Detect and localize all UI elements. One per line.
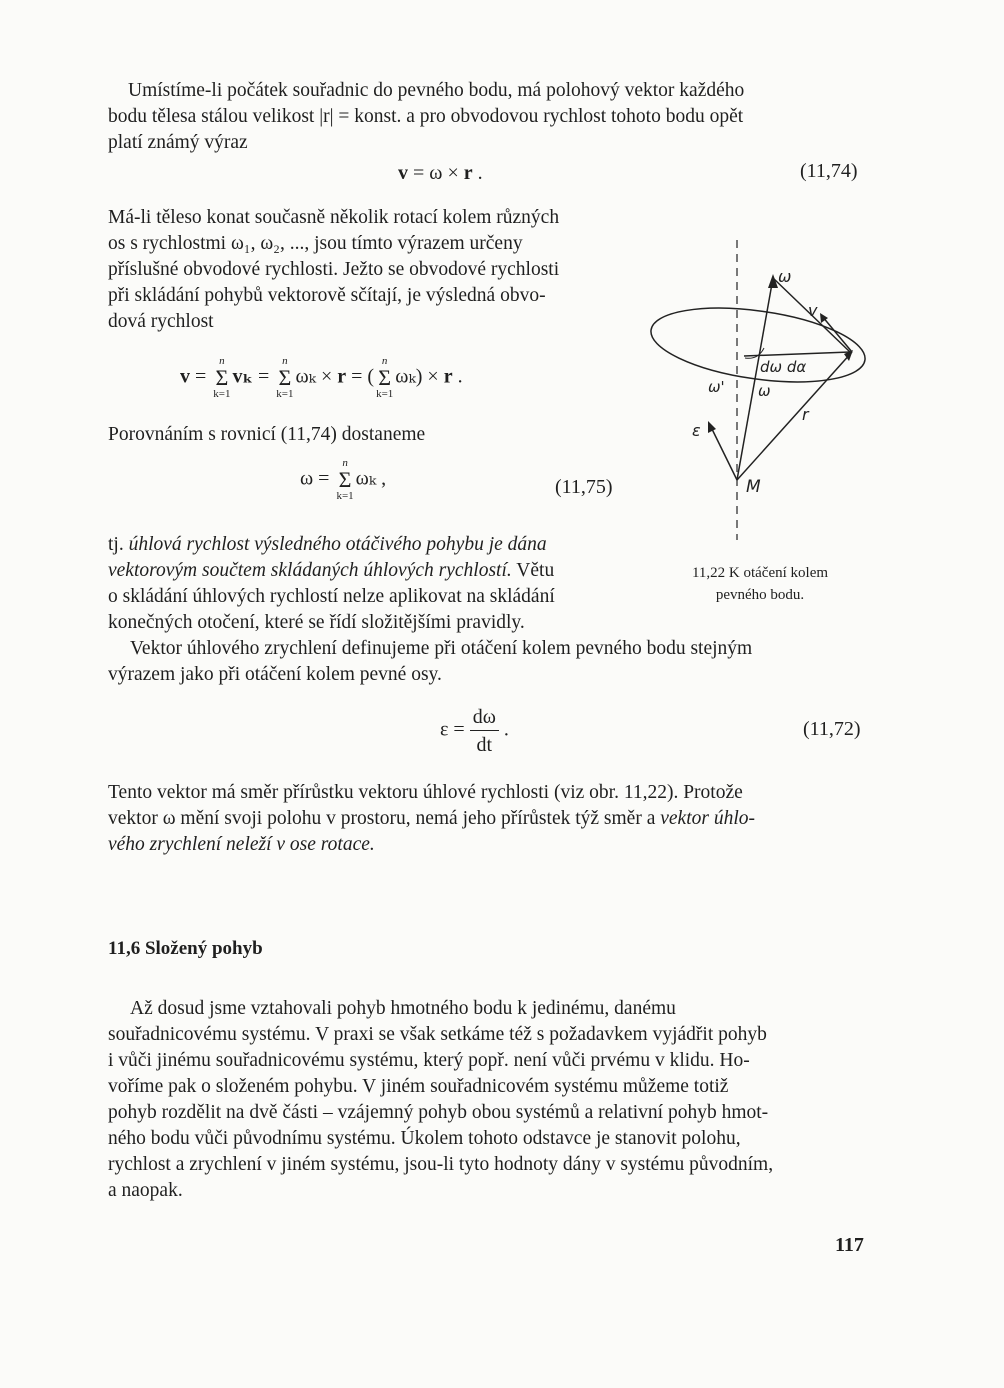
paragraph-compare: Porovnáním s rovnicí (11,74) dostaneme <box>108 424 426 445</box>
eq-wk: ωₖ <box>295 365 316 388</box>
text-line: voříme pak o složeném pohybu. V jiném souřadnicovém systému můžeme totiž <box>108 1076 729 1097</box>
sum-symbol: n Σ k=1 <box>376 355 394 400</box>
text-line: i vůči jinému souřadnicovému systému, který popř. není vůči prvému v klidu. Ho- <box>108 1050 750 1071</box>
text-line: Má-li těleso konat současně několik rotací kolem různých <box>108 207 560 228</box>
sum-symbol: n Σ k=1 <box>213 355 231 400</box>
eq-end: . <box>457 365 463 388</box>
eq-equals: = <box>195 365 207 388</box>
section-heading: 11,6 Složený pohyb <box>108 938 263 959</box>
equation-11-74 <box>398 162 483 185</box>
eq-equals: = <box>351 365 363 388</box>
paragraph-angular-acceleration <box>108 636 866 688</box>
eq-end: . <box>503 718 509 741</box>
paren-close: ) <box>415 365 423 388</box>
eq-lhs: ω = <box>300 467 330 490</box>
text-italic: úhlová rychlost výsledného otáčivého pohybu je dána <box>128 534 547 555</box>
label-omega: ω <box>778 267 792 286</box>
page-number: 117 <box>835 1234 864 1256</box>
text-line: platí známý výraz <box>108 132 248 153</box>
label-epsilon: ε <box>692 421 701 440</box>
eq-r: r <box>337 365 347 388</box>
paragraph-composite-motion <box>108 996 866 1204</box>
epsilon-arrowhead <box>708 421 716 433</box>
text-line: při skládání pohybů vektorově sčítají, je výsledná obvo- <box>108 285 546 306</box>
eq-r: r <box>463 162 473 184</box>
eq-v: v <box>180 365 190 388</box>
eq-end: . <box>477 162 483 184</box>
caption-line: 11,22 K otáčení kolem <box>691 565 829 581</box>
eq-equals: = <box>257 365 270 388</box>
text-plain: tj. <box>108 534 124 555</box>
text-line: konečných otočení, které se řídí složitějšími pravidly. <box>108 612 525 633</box>
paragraph-rotations <box>108 205 620 335</box>
paragraph-vector-direction <box>108 780 866 858</box>
figure-caption <box>660 562 860 606</box>
angle-arc <box>745 348 764 358</box>
text-line: vektor ω mění svoji polohu v prostoru, nemá jeho přírůstek týž směr a vektor úhlo- <box>108 808 755 829</box>
equation-velocity-sum <box>180 356 463 400</box>
epsilon-vector <box>710 425 737 480</box>
text-line: Umístíme-li počátek souřadnic do pevného bodu, má polohový vektor každého <box>128 80 745 101</box>
paragraph-theorem <box>108 532 620 636</box>
label-domega: dω dα <box>760 358 807 376</box>
paren-open: ( <box>367 365 375 388</box>
text-italic: vektorovým součtem skládaných úhlových rychlostí. <box>108 560 512 581</box>
equation-number-11-75: (11,75) <box>555 476 613 498</box>
eq-wk: ωₖ <box>395 365 416 388</box>
eq-vk: vₖ <box>232 365 253 388</box>
eq-v: v <box>398 162 408 184</box>
text-line: Až dosud jsme vztahovali pohyb hmotného bodu k jedinému, danému <box>130 998 676 1019</box>
text-line: dová rychlost <box>108 311 214 332</box>
text-line: os s rychlostmi ω₁, ω₂, ..., jsou tímto výrazem určeny <box>108 233 523 254</box>
eq-mid: = ω × <box>413 162 464 184</box>
text-plain: Větu <box>516 560 555 581</box>
sum-symbol: n Σ k=1 <box>276 355 294 400</box>
eq-wk: ωₖ , <box>355 467 387 490</box>
text-line: souřadnicovému systému. V praxi se však setkáme též s požadavkem vyjádřit pohyb <box>108 1024 767 1045</box>
text-line: Vektor úhlového zrychlení definujeme při otáčení kolem pevného bodu stejným <box>130 638 753 659</box>
eq-r: r <box>443 365 453 388</box>
paragraph-intro <box>108 78 866 156</box>
text-line: příslušné obvodové rychlosti. Ježto se obvodové rychlosti <box>108 259 560 280</box>
equation-11-75 <box>300 458 386 502</box>
text-line <box>108 532 620 558</box>
figure-rotation-diagram <box>640 230 880 550</box>
velocity-vector <box>822 316 852 352</box>
sum-symbol: n Σ k=1 <box>336 457 354 502</box>
text-line: a naopak. <box>108 1180 183 1201</box>
label-M: M <box>746 477 761 497</box>
label-v: v <box>808 301 818 320</box>
equation-11-72 <box>440 706 509 756</box>
label-omega-small: ω <box>758 382 771 400</box>
equation-number-11-72: (11,72) <box>803 718 861 740</box>
text-line: o skládání úhlových rychlostí nelze aplikovat na skládání <box>108 586 555 607</box>
eq-times: × <box>427 365 439 388</box>
text-line: výrazem jako při otáčení kolem pevné osy. <box>108 664 442 685</box>
equation-number-11-74: (11,74) <box>800 160 858 182</box>
eq-times: × <box>320 365 333 388</box>
eq-lhs: ε = <box>440 718 465 741</box>
fraction: $\frac{d\omega}{dt}$ <box>470 706 499 756</box>
text-line: rychlost a zrychlení v jiném systému, jsou-li tyto hodnoty dány v systému původním, <box>108 1154 774 1175</box>
text-line: vého zrychlení neleží v ose rotace. <box>108 834 375 855</box>
text-line: pohyb rozdělit na dvě části – vzájemný pohyb obou systémů a relativní pohyb hmot- <box>108 1102 769 1123</box>
text-line <box>108 558 620 584</box>
rotation-circle <box>646 296 869 393</box>
label-omega-prime: ω' <box>708 378 725 396</box>
text-line: Tento vektor má směr přírůstku vektoru úhlové rychlosti (viz obr. 11,22). Protože <box>108 782 743 803</box>
caption-line: pevného bodu. <box>715 587 805 603</box>
text-line: ného bodu vůči původnímu systému. Úkolem tohoto odstavce je stanovit polohu, <box>108 1128 741 1149</box>
text-line: bodu tělesa stálou velikost |r| = konst. a pro obvodovou rychlost tohoto bodu opět <box>108 106 744 127</box>
label-r: r <box>802 405 809 424</box>
